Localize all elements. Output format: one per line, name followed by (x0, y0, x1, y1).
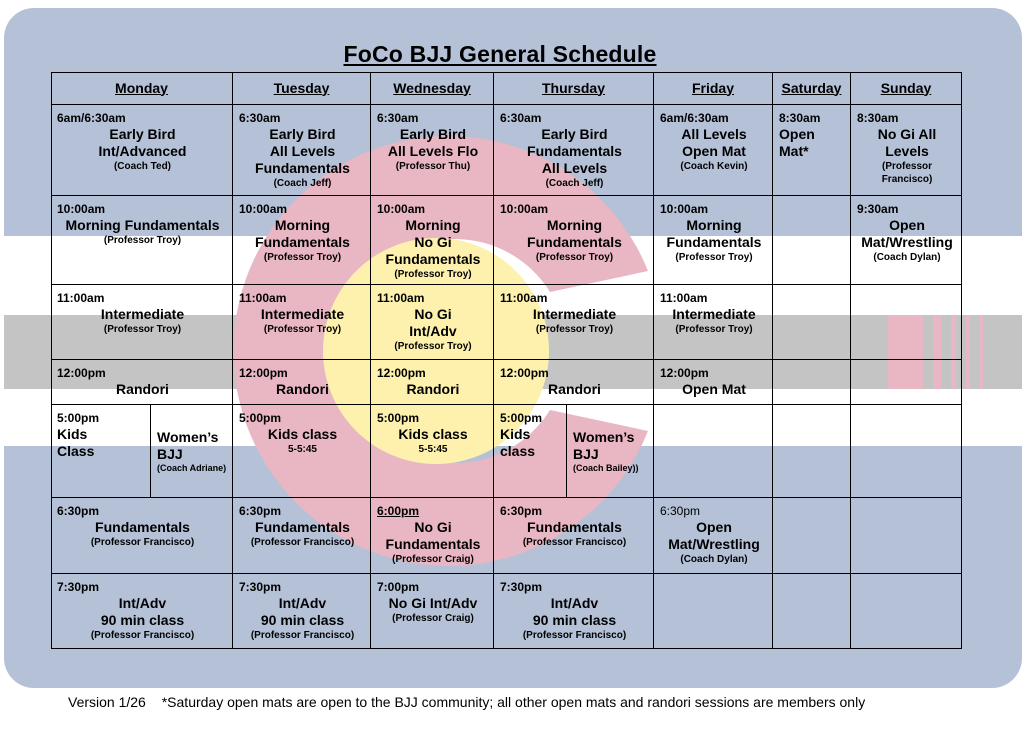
schedule-cell (371, 285, 494, 360)
class-time: 7:30pm (239, 580, 282, 594)
schedule-cell (654, 498, 773, 574)
coach-name: (Coach Ted) (113, 161, 172, 172)
class-time: 6:00pm (377, 504, 420, 518)
schedule-cell (654, 285, 773, 360)
class-name: Women’s (157, 429, 219, 445)
class-name: Fundamentals (255, 519, 350, 535)
schedule-cell (494, 285, 654, 360)
class-name: All Levels Flo (387, 143, 479, 159)
class-name: No Gi (414, 306, 452, 322)
class-time: 11:00am (239, 291, 287, 305)
coach-name: (Professor Troy) (535, 252, 614, 263)
schedule-cell (494, 105, 654, 196)
cell-content (660, 202, 768, 264)
cell-content (377, 411, 489, 456)
class-time: 11:00am (500, 291, 548, 305)
class-time: 12:00pm (500, 366, 549, 380)
cell-content (57, 202, 228, 247)
class-name: No Gi (414, 234, 452, 250)
class-name: Intermediate (532, 306, 617, 322)
class-name: Randori (406, 381, 460, 397)
cell-content (377, 111, 489, 173)
schedule-cell (371, 360, 494, 405)
cell-content (377, 291, 489, 353)
class-time: 9:30am (857, 202, 899, 216)
coach-name: (Coach Adriane) (157, 463, 227, 473)
footer (68, 694, 877, 710)
class-name: Fundamentals (527, 519, 622, 535)
schedule-cell (233, 196, 371, 285)
class-time: 11:00am (57, 291, 105, 305)
cell-content (239, 291, 366, 336)
schedule-cell (494, 498, 654, 574)
class-name: 90 min class (532, 612, 617, 628)
coach-name: (Professor Troy) (535, 324, 614, 335)
coach-name: (Professor Francisco) (250, 630, 355, 641)
class-name: Fundamentals (255, 234, 350, 250)
coach-name: (Professor Troy) (263, 252, 342, 263)
class-name: Intermediate (100, 306, 185, 322)
coach-name: (Professor Francisco) (881, 161, 933, 185)
coach-name: (Professor Troy) (675, 324, 753, 335)
class-time: 6am/6:30am (660, 111, 729, 125)
cell-content (500, 411, 562, 460)
schedule-cell (773, 498, 851, 574)
class-time: 6:30am (239, 111, 281, 125)
coach-name: (Professor Troy) (394, 341, 472, 352)
cell-content (57, 411, 146, 460)
cell-content (239, 580, 366, 642)
schedule-cell (371, 498, 494, 574)
class-time: 5:00pm (377, 411, 420, 425)
schedule-cell (233, 360, 371, 405)
schedule-cell (51, 405, 233, 498)
day-header: Thursday (494, 72, 654, 105)
class-name: Open (889, 217, 925, 233)
class-time: 8:30am (857, 111, 899, 125)
schedule-cell (51, 105, 233, 196)
schedule-cell (851, 105, 962, 196)
class-name: Kids class (398, 426, 468, 442)
coach-name: (Coach Dylan) (873, 252, 941, 263)
class-time: 6:30pm (239, 504, 282, 518)
class-time: 5:00pm (239, 411, 282, 425)
class-name: Morning (546, 217, 603, 233)
coach-name: (Coach Jeff) (273, 178, 332, 189)
class-name: All Levels (681, 126, 747, 142)
cell-content (573, 429, 650, 474)
class-name: Fundamentals (385, 251, 481, 267)
class-name: Levels (885, 143, 929, 159)
page-title: FoCo BJJ General Schedule (343, 41, 657, 67)
class-time: 5:00pm (500, 411, 543, 425)
cell-content (57, 504, 228, 549)
schedule-cell (371, 574, 494, 649)
class-time: 10:00am (239, 202, 288, 216)
coach-name: 5-5:45 (288, 444, 317, 455)
cell-content (500, 366, 649, 398)
schedule-cell (654, 196, 773, 285)
coach-name: (Professor Francisco) (90, 630, 195, 641)
class-name: Mat/Wrestling (668, 536, 760, 552)
class-time: 6:30am (377, 111, 419, 125)
schedule-cell (51, 285, 233, 360)
class-time: 10:00am (660, 202, 709, 216)
schedule-cell (233, 574, 371, 649)
class-time: 6am/6:30am (57, 111, 126, 125)
coach-name: (Coach Jeff) (545, 178, 604, 189)
cell-content (239, 366, 366, 398)
schedule-table (51, 72, 962, 649)
coach-name: (Professor Craig) (392, 613, 474, 624)
cell-content (779, 111, 846, 160)
schedule-cell (851, 196, 962, 285)
cell-content (377, 580, 489, 625)
class-time: 5:00pm (57, 411, 100, 425)
class-name: Fundamentals (95, 519, 190, 535)
class-time: 10:00am (377, 202, 426, 216)
class-name: Int/Adv (278, 595, 327, 611)
day-header: Monday (51, 72, 233, 105)
cell-content (377, 504, 489, 566)
class-name: Intermediate (260, 306, 345, 322)
schedule-cell (371, 405, 494, 498)
coach-name: (Professor Francisco) (90, 537, 195, 548)
class-name: No Gi (414, 519, 452, 535)
schedule-cell (773, 405, 851, 498)
coach-name: (Professor Troy) (103, 235, 182, 246)
class-name: Mat/Wrestling (861, 234, 953, 250)
cell-content (377, 366, 489, 398)
coach-name: (Professor Troy) (263, 324, 342, 335)
cell-content (57, 291, 228, 336)
cell-content (660, 111, 768, 173)
schedule-cell (654, 405, 773, 498)
cell-content (857, 202, 957, 264)
class-time: 7:00pm (377, 580, 420, 594)
class-name: Fundamentals (666, 234, 762, 250)
class-name: 90 min class (100, 612, 185, 628)
class-name: Early Bird (541, 126, 608, 142)
schedule-cell (654, 574, 773, 649)
cell-content (660, 504, 768, 566)
schedule-cell (851, 405, 962, 498)
class-name: Morning Fundamentals (65, 217, 220, 233)
schedule-cell (494, 405, 654, 498)
class-name: No Gi Int/Adv (388, 595, 478, 611)
class-name: Randori (116, 381, 169, 397)
cell-content (157, 429, 229, 474)
schedule-cell (773, 574, 851, 649)
class-name: Mat* (779, 143, 809, 159)
schedule-cell (233, 285, 371, 360)
class-name: Kids class (267, 426, 338, 442)
class-name: Early Bird (269, 126, 336, 142)
cell-content (57, 111, 228, 173)
day-header: Tuesday (233, 72, 371, 105)
cell-content (857, 111, 957, 186)
coach-name: (Professor Troy) (675, 252, 753, 263)
split-right-cell (566, 405, 654, 497)
schedule-cell (773, 285, 851, 360)
schedule-cell (851, 574, 962, 649)
cell-content (660, 291, 768, 336)
class-name: Open Mat (682, 143, 746, 159)
schedule-cell (371, 105, 494, 196)
cell-content (500, 504, 649, 549)
split-left-cell (51, 405, 150, 497)
class-name: All Levels (269, 143, 336, 159)
day-header: Friday (654, 72, 773, 105)
schedule-cell (233, 405, 371, 498)
split-left-cell (494, 405, 566, 497)
class-time: 11:00am (660, 291, 708, 305)
schedule-cell (851, 285, 962, 360)
class-name: Morning (405, 217, 461, 233)
class-name: Women’s (573, 429, 635, 445)
class-time: 6:30pm (57, 504, 100, 518)
class-name: BJJ (573, 446, 599, 462)
class-time: 12:00pm (239, 366, 288, 380)
class-name: Open (696, 519, 732, 535)
schedule-cell (494, 360, 654, 405)
cell-content (239, 411, 366, 456)
class-name: Early Bird (109, 126, 176, 142)
day-header: Wednesday (371, 72, 494, 105)
class-time: 12:00pm (57, 366, 106, 380)
schedule-cell (371, 196, 494, 285)
cell-content (239, 504, 366, 549)
class-name: Fundamentals (527, 143, 622, 159)
schedule-cell (233, 105, 371, 196)
class-name: Fundamentals (527, 234, 622, 250)
schedule-cell (773, 196, 851, 285)
coach-name: (Professor Francisco) (250, 537, 355, 548)
cell-content (500, 580, 649, 642)
schedule-cell (494, 574, 654, 649)
class-name: class (500, 443, 536, 459)
split-right-cell (150, 405, 233, 497)
schedule-cell (654, 360, 773, 405)
coach-name: 5-5:45 (418, 444, 448, 455)
class-name: Int/Adv (550, 595, 599, 611)
coach-name: (Professor Francisco) (522, 537, 627, 548)
coach-name: (Professor Francisco) (522, 630, 627, 641)
class-name: Morning (686, 217, 742, 233)
class-time: 8:30am (779, 111, 821, 125)
schedule-cell (51, 360, 233, 405)
class-time: 12:00pm (377, 366, 426, 380)
class-name: Int/Adv (118, 595, 167, 611)
class-name: No Gi All (877, 126, 937, 142)
coach-name: (Professor Thu) (395, 161, 471, 172)
class-time: 6:30am (500, 111, 542, 125)
class-name: Int/Advanced (98, 143, 187, 159)
class-name: Open Mat (682, 381, 746, 397)
cell-content (500, 291, 649, 336)
class-name: Early Bird (399, 126, 467, 142)
cell-content (239, 111, 366, 190)
coach-name: (Coach Bailey)) (573, 463, 639, 473)
schedule-cell (51, 574, 233, 649)
class-time: 7:30pm (57, 580, 100, 594)
coach-name: (Professor Troy) (394, 269, 472, 280)
class-name: Randori (276, 381, 329, 397)
class-time: 11:00am (377, 291, 425, 305)
footnote: *Saturday open mats are open to the BJJ community; all other open mats and randori sessions are members only (161, 694, 866, 710)
class-name: Morning (274, 217, 331, 233)
class-name: 90 min class (260, 612, 345, 628)
class-name: All Levels (541, 160, 608, 176)
class-name: Class (57, 443, 95, 459)
schedule-cell (494, 196, 654, 285)
class-name: Open (779, 126, 815, 142)
class-name: Kids (500, 426, 531, 442)
day-header: Sunday (851, 72, 962, 105)
day-header: Saturday (773, 72, 851, 105)
class-time: 10:00am (500, 202, 549, 216)
class-time: 10:00am (57, 202, 106, 216)
cell-content (377, 202, 489, 281)
cell-content (500, 111, 649, 190)
cell-content (660, 366, 768, 398)
class-name: Kids (57, 426, 88, 442)
class-name: Int/Adv (409, 323, 457, 339)
schedule-cell (51, 196, 233, 285)
version-label: Version 1/26 (68, 694, 146, 710)
class-name: Fundamentals (385, 536, 481, 552)
schedule-cell (773, 105, 851, 196)
class-time: 6:30pm (660, 504, 701, 518)
class-time: 6:30pm (500, 504, 543, 518)
cell-content (500, 202, 649, 264)
coach-name: (Professor Troy) (103, 324, 182, 335)
schedule-cell (773, 360, 851, 405)
coach-name: (Coach Dylan) (680, 554, 748, 565)
schedule-cell (851, 360, 962, 405)
schedule-cell (233, 498, 371, 574)
class-time: 12:00pm (660, 366, 709, 380)
class-name: Randori (548, 381, 601, 397)
schedule-cell (51, 498, 233, 574)
cell-content (57, 366, 228, 398)
schedule-cell (654, 105, 773, 196)
coach-name: (Coach Kevin) (680, 161, 748, 172)
class-name: Intermediate (672, 306, 756, 322)
class-name: BJJ (157, 446, 183, 462)
cell-content (239, 202, 366, 264)
cell-content (57, 580, 228, 642)
class-name: Fundamentals (255, 160, 350, 176)
schedule-cell (851, 498, 962, 574)
coach-name: (Professor Craig) (392, 554, 474, 565)
class-time: 7:30pm (500, 580, 543, 594)
